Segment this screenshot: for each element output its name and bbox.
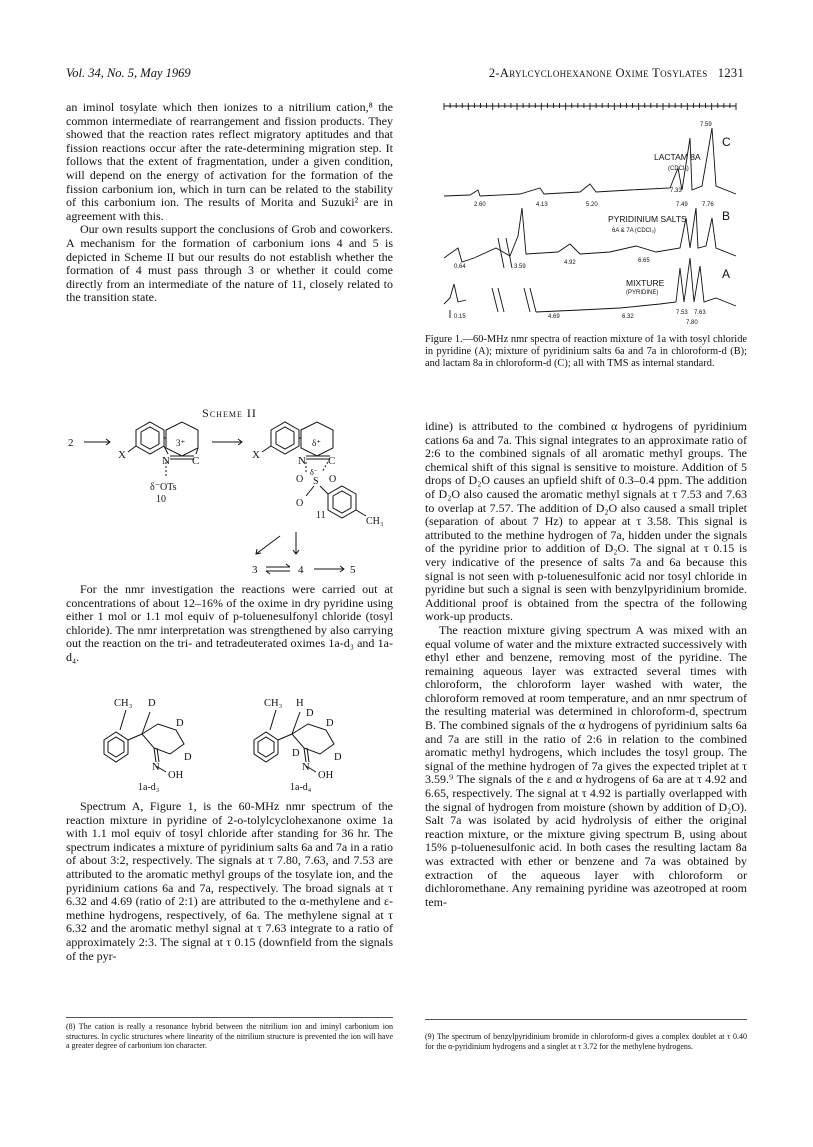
peak-label: 4.13 [536,202,548,208]
compound-name: 1a-d₃ [138,782,160,793]
peak-label: 0.64 [454,264,466,270]
peak-label: 7.80 [686,320,698,326]
label-ch3: CH₃ [264,698,283,709]
scheme-label-o: O [296,474,304,485]
label-d: D [184,752,192,763]
paragraph: idine) is attributed to the combined α hydrogens of pyridinium cations 6a and 7a. This signal integrates to an approximate ratio of 2:6 to the combined signals of all aromatic methyl groups. The chemical shift of this signal is sensitive to moisture. Addition of 5 drops of D₂O causes an upfield shift of 0.3–0.4 ppm. The addition of D₂O also caused the aromatic methyl signals at τ 7.53 and 7.63 to overlap at 7.57. The addition of D₂O also caused a small triplet (separation of about 7 Hz) to appear at τ 3.58. This signal is attributed to the methine hydrogen of 7a, hidden under the signals of the pyridine prior to addition of D₂O. The signal at τ 0.15 is very indicative of the presence of salts 7a and 6a because this signal is not seen with p-toluenesulfonic acid nor tosyl chloride in pyridine but such a signal is seen with benzylpyridinium bromide. Additional proof is obtained from the spectra of the following work-up products. [425,419,747,624]
spectrum-a-trace [444,284,466,304]
scheme-label-c: C [192,455,200,467]
peak-label: 4.69 [548,314,560,320]
footnote-rule [66,1017,393,1018]
label-n: N [152,762,160,773]
scheme-label-c: C [328,455,336,467]
spectrum-id: B [722,209,731,223]
footnote-9: (9) The spectrum of benzylpyridinium bromide in chloroform-d gives a complex doublet at τ 0.40 for the α-pyridinium hydrogens and a singlet at τ 3.72 for the methylene hydrogens. [425,1032,747,1051]
spectrum-solvent: (CDCl₃) [668,166,689,172]
spectrum-solvent: (PYRIDINE) [626,290,659,296]
label-h: H [296,698,304,709]
running-header-right [452,66,744,81]
spectrum-solvent: 6A & 7A (CDCl₃) [612,228,656,234]
peak-label: 6.65 [638,258,650,264]
figure-caption: Figure 1.—60-MHz nmr spectra of reaction mixture of 1a with tosyl chloride in pyridine (A); mixture of pyridinium salts 6a and 7a in chloroform-d (B); and lactam 8a in chloroform-d (C); all with TMS as internal standard. [425,334,747,370]
peak-label: 7.53 [676,310,688,316]
scheme-label-x: X [118,449,126,461]
spectrum-label: PYRIDINIUM SALTS [608,214,687,224]
scheme-label-o: O [296,498,304,509]
spectrum-label: LACTAM 8A [654,152,701,162]
nmr-spectra-figure [440,98,740,330]
left-column-top [66,101,393,305]
peak-label: 2.60 [474,202,486,208]
left-column-bottom [66,800,393,963]
scheme-label-charge: 3⁺ [176,438,186,448]
paragraph: Spectrum A, Figure 1, is the 60-MHz nmr spectrum of the reaction mixture in pyridine of 2-o-tolylcyclohexanone oxime 1a with 1.1 mol equiv of tosyl chloride after standing for 36 hr. The spectrum indicates a mixture of pyridinium salts 6a and 7a in a ratio of about 3:2, respectively. The signals at τ 7.80, 7.63, and 7.53 are attributed to the aromatic methyl groups of the tosylate ion, and the pyridinium cations 6a and 7a, respectively. The broad signals at τ 6.32 and 4.69 (ratio of 2:1) are attributed to the α-methylene and ε-methine hydrogens, respectively, of 6a. The methylene signal at τ 6.32 and the aromatic methyl signal at τ 7.63 integrate to a ratio of approximately 2:3. The signal at τ 0.15 (downfield from the signals of the pyr- [66,799,393,963]
right-column [425,420,747,909]
peak-label: 0.15 [454,314,466,320]
page-number: 1231 [717,66,744,80]
spectrum-id: C [722,135,731,149]
peak-label: 7.63 [694,310,706,316]
footnote-rule [425,1019,747,1020]
scheme-label-charge: δ⁺ [312,438,321,448]
scheme-label-delta: δ⁻ [310,468,318,477]
scheme-label-ots: δ⁻OTs [150,482,177,493]
compound-name: 1a-d₄ [290,782,312,793]
scheme-label-n: N [162,455,170,467]
peak-label: 7.33 [670,188,682,194]
scheme-label-o: O [329,474,337,485]
footnote-8: (8) The cation is really a resonance hybrid between the nitrilium ion and iminyl carbonium ion structures. In cyclic structures where linearity of the nitrilium structure is prevented the ion will have a greater degree of carbonium ion character. [66,1022,393,1051]
paragraph: The reaction mixture giving spectrum A was mixed with an equal volume of water and the mixture extracted successively with ethyl ether and benzene, removing most of the pyridine. The remaining aqueous layer was extracted several times with chloroform, the chloroform layer washed with water, the chloroform removed at room temperature, and an nmr spectrum of the resulting material was determined in chloroform-d, spectrum B. The combined signals of the α hydrogens of pyridinium salts 6a and 7a are still in the ratio of 2:6 in relation to the combined aromatic methyl hydrogens, which includes the tosyl group. The signal of the methine hydrogen of 7a gives the expected triplet at τ 3.59.⁹ The signals of the ε and α hydrogens of 6a are at τ 4.92 and 6.65, respectively. The signal at τ 4.92 is partially overlapped with the signal of hydrogen from moisture (shown by addition of D₂O). Salt 7a was isolated by acid hydrolysis of either the original reaction mixture, or the mixture giving spectrum B, using about 15% p-toluenesulfonic acid. In both cases the resulting lactam 8a was extracted with ether or benzene and 7a was obtained by extraction of the aqueous layer with chloroform or dichloromethane. Any remaining pyridine was azeotroped at room tem- [425,622,747,909]
peak-label: 4.92 [564,260,576,266]
axis-ticks [444,103,736,110]
paragraph: Our own results support the conclusions of Grob and coworkers. A mechanism for the formation of carbonium ions 4 and 5 is depicted in Scheme II but our results do not establish whether the formation of 4 must pass through 3 or whether it could come directly from an intermediate of the nature of 11, closely related to the transition state. [66,222,393,305]
scheme-label-2: 2 [68,437,74,449]
spectrum-c-trace [444,128,736,196]
running-header-left: Vol. 34, No. 5, May 1969 [66,66,191,80]
label-oh: OH [168,770,184,781]
left-column-middle [66,583,393,665]
scheme-label-ch3: CH₃ [366,516,384,527]
spectrum-id: A [722,267,731,281]
label-d: D [326,718,334,729]
scheme-label-5: 5 [350,564,356,576]
paragraph: an iminol tosylate which then ionizes to a nitrilium cation,⁸ the common intermediate of rearrangement and fission products. They showed that the reaction rates reflect migratory aptitudes and that fission reactions occur after the rate-determining migration step. It follows that the extent of fragmentation, under a given condition, will depend on the energy of activation for the formation of the fission carbonium ion, which in turn can be related to the stability of this carbonium ion. The results of Morita and Suzuki² are in agreement with this. [66,100,393,223]
peak-label: 3.59 [514,264,526,270]
scheme-label-n: N [298,455,306,467]
peak-label: 7.76 [702,202,714,208]
label-d: D [148,698,156,709]
label-d: D [176,718,184,729]
peak-label: 7.49 [676,202,688,208]
peak-label: 6.32 [622,314,634,320]
scheme-label-x: X [252,449,260,461]
label-n: N [302,762,310,773]
scheme-title: Scheme II [202,406,257,420]
label-d: D [292,748,300,759]
scheme-ii-diagram [66,420,396,580]
scheme-label-4: 4 [298,564,304,576]
scheme-label-s: S [313,476,319,487]
scheme-label-11: 11 [316,510,326,521]
header-title: 2-Arylcyclohexanone Oxime Tosylates [488,66,708,80]
scheme-label-3: 3 [252,564,258,576]
label-d: D [334,752,342,763]
label-oh: OH [318,770,334,781]
peak-label: 5.20 [586,202,598,208]
paragraph: For the nmr investigation the reactions were carried out at concentrations of about 12–16% of the oxime in dry pyridine using either 1 mol or 1.1 mol equiv of p-toluenesulfonyl chloride (tosyl chloride). The nmr interpretation was strengthened by also carrying out the reaction on the tri- and tetradeuterated oximes 1a-d₃ and 1a-d₄. [66,582,393,664]
label-d: D [306,708,314,719]
spectrum-b-trace [444,208,736,262]
deuterated-oximes-diagram [96,690,396,793]
label-ch3: CH₃ [114,698,133,709]
spectrum-label: MIXTURE [626,278,665,288]
scheme-label-10: 10 [156,494,166,505]
peak-label: 7.59 [700,122,712,128]
